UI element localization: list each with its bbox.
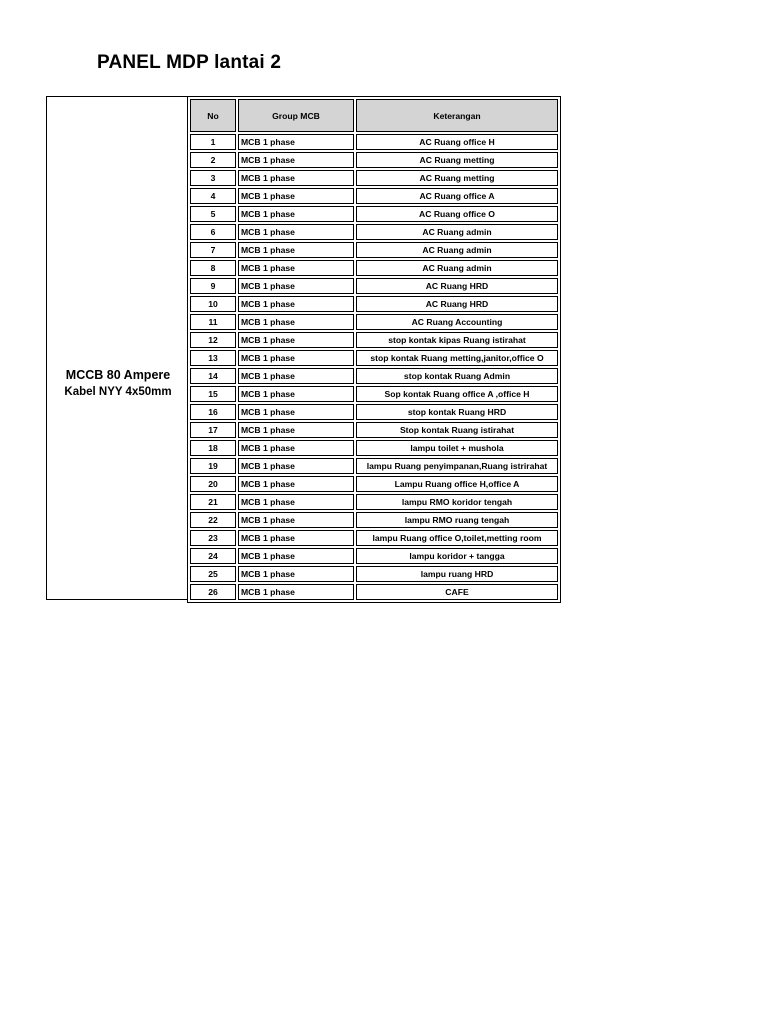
cell-group: MCB 1 phase [238, 260, 354, 276]
cell-no: 7 [190, 242, 236, 258]
cell-group: MCB 1 phase [238, 224, 354, 240]
table-row [190, 530, 558, 546]
cell-no: 14 [190, 368, 236, 384]
header-keterangan: Keterangan [356, 99, 558, 132]
cell-no: 15 [190, 386, 236, 402]
cell-group: MCB 1 phase [238, 530, 354, 546]
cell-keterangan: AC Ruang metting [356, 170, 558, 186]
cell-keterangan: stop kontak kipas Ruang istirahat [356, 332, 558, 348]
cell-keterangan: AC Ruang admin [356, 224, 558, 240]
cell-group: MCB 1 phase [238, 458, 354, 474]
cell-no: 2 [190, 152, 236, 168]
cell-keterangan: Stop kontak Ruang istirahat [356, 422, 558, 438]
cell-keterangan: lampu ruang HRD [356, 566, 558, 582]
cell-group: MCB 1 phase [238, 296, 354, 312]
cell-keterangan: AC Ruang HRD [356, 296, 558, 312]
table-row [190, 494, 558, 510]
table-row [190, 350, 558, 366]
cell-no: 11 [190, 314, 236, 330]
table-row [190, 584, 558, 600]
table-row [190, 404, 558, 420]
table-row [190, 566, 558, 582]
cell-no: 5 [190, 206, 236, 222]
table-row [190, 224, 558, 240]
cell-keterangan: lampu RMO ruang tengah [356, 512, 558, 528]
table-row [190, 242, 558, 258]
cell-group: MCB 1 phase [238, 134, 354, 150]
cell-keterangan: AC Ruang office O [356, 206, 558, 222]
cell-group: MCB 1 phase [238, 422, 354, 438]
cable-label: Kabel NYY 4x50mm [64, 386, 172, 398]
mcb-table [187, 96, 561, 603]
cell-no: 18 [190, 440, 236, 456]
cell-no: 10 [190, 296, 236, 312]
table-row [190, 512, 558, 528]
cell-keterangan: AC Ruang admin [356, 260, 558, 276]
cell-keterangan: lampu Ruang office O,toilet,metting room [356, 530, 558, 546]
cell-keterangan: stop kontak Ruang Admin [356, 368, 558, 384]
cell-keterangan: CAFE [356, 584, 558, 600]
cell-group: MCB 1 phase [238, 548, 354, 564]
table-row [190, 188, 558, 204]
cell-keterangan: Lampu Ruang office H,office A [356, 476, 558, 492]
header-row [190, 99, 558, 132]
cell-no: 21 [190, 494, 236, 510]
cell-group: MCB 1 phase [238, 314, 354, 330]
cell-group: MCB 1 phase [238, 566, 354, 582]
table-row [190, 314, 558, 330]
cell-keterangan: lampu toilet + mushola [356, 440, 558, 456]
cell-no: 26 [190, 584, 236, 600]
page-title: PANEL MDP lantai 2 [97, 52, 282, 73]
cell-no: 12 [190, 332, 236, 348]
cell-keterangan: AC Ruang office A [356, 188, 558, 204]
cell-no: 3 [190, 170, 236, 186]
table-row [190, 296, 558, 312]
cell-no: 20 [190, 476, 236, 492]
cell-group: MCB 1 phase [238, 404, 354, 420]
cell-no: 16 [190, 404, 236, 420]
table-row [190, 458, 558, 474]
panel-box [46, 96, 188, 600]
cell-keterangan: stop kontak Ruang metting,janitor,office O [356, 350, 558, 366]
cell-group: MCB 1 phase [238, 494, 354, 510]
panel-info [47, 367, 189, 401]
cell-keterangan: Sop kontak Ruang office A ,office H [356, 386, 558, 402]
cell-group: MCB 1 phase [238, 152, 354, 168]
cell-keterangan: lampu koridor + tangga [356, 548, 558, 564]
cell-keterangan: AC Ruang admin [356, 242, 558, 258]
table-body [190, 134, 558, 600]
cell-group: MCB 1 phase [238, 278, 354, 294]
cell-no: 1 [190, 134, 236, 150]
table-header [190, 99, 558, 132]
cell-no: 23 [190, 530, 236, 546]
table-row [190, 386, 558, 402]
table-row [190, 440, 558, 456]
cell-no: 9 [190, 278, 236, 294]
cell-group: MCB 1 phase [238, 440, 354, 456]
cell-no: 24 [190, 548, 236, 564]
cell-group: MCB 1 phase [238, 368, 354, 384]
cell-keterangan: AC Ruang office H [356, 134, 558, 150]
cell-keterangan: AC Ruang HRD [356, 278, 558, 294]
cell-group: MCB 1 phase [238, 242, 354, 258]
cell-no: 25 [190, 566, 236, 582]
table-row [190, 368, 558, 384]
cell-no: 6 [190, 224, 236, 240]
cell-group: MCB 1 phase [238, 512, 354, 528]
cell-group: MCB 1 phase [238, 332, 354, 348]
cell-group: MCB 1 phase [238, 386, 354, 402]
header-group: Group MCB [238, 99, 354, 132]
table-row [190, 170, 558, 186]
cell-no: 22 [190, 512, 236, 528]
table-row [190, 422, 558, 438]
header-no: No [190, 99, 236, 132]
cell-group: MCB 1 phase [238, 476, 354, 492]
table-row [190, 206, 558, 222]
cell-no: 17 [190, 422, 236, 438]
table-row [190, 548, 558, 564]
table-row [190, 332, 558, 348]
cell-no: 4 [190, 188, 236, 204]
cell-group: MCB 1 phase [238, 206, 354, 222]
cell-keterangan: AC Ruang metting [356, 152, 558, 168]
breaker-label: MCCB 80 Ampere [65, 368, 171, 382]
cell-keterangan: stop kontak Ruang HRD [356, 404, 558, 420]
cell-group: MCB 1 phase [238, 350, 354, 366]
table-row [190, 134, 558, 150]
table-row [190, 260, 558, 276]
cell-no: 8 [190, 260, 236, 276]
table-row [190, 152, 558, 168]
cell-keterangan: lampu Ruang penyimpanan,Ruang istrirahat [356, 458, 558, 474]
cell-no: 19 [190, 458, 236, 474]
cell-group: MCB 1 phase [238, 188, 354, 204]
cell-no: 13 [190, 350, 236, 366]
cell-group: MCB 1 phase [238, 584, 354, 600]
cell-keterangan: AC Ruang Accounting [356, 314, 558, 330]
table-row [190, 278, 558, 294]
table-row [190, 476, 558, 492]
cell-group: MCB 1 phase [238, 170, 354, 186]
cell-keterangan: lampu RMO koridor tengah [356, 494, 558, 510]
